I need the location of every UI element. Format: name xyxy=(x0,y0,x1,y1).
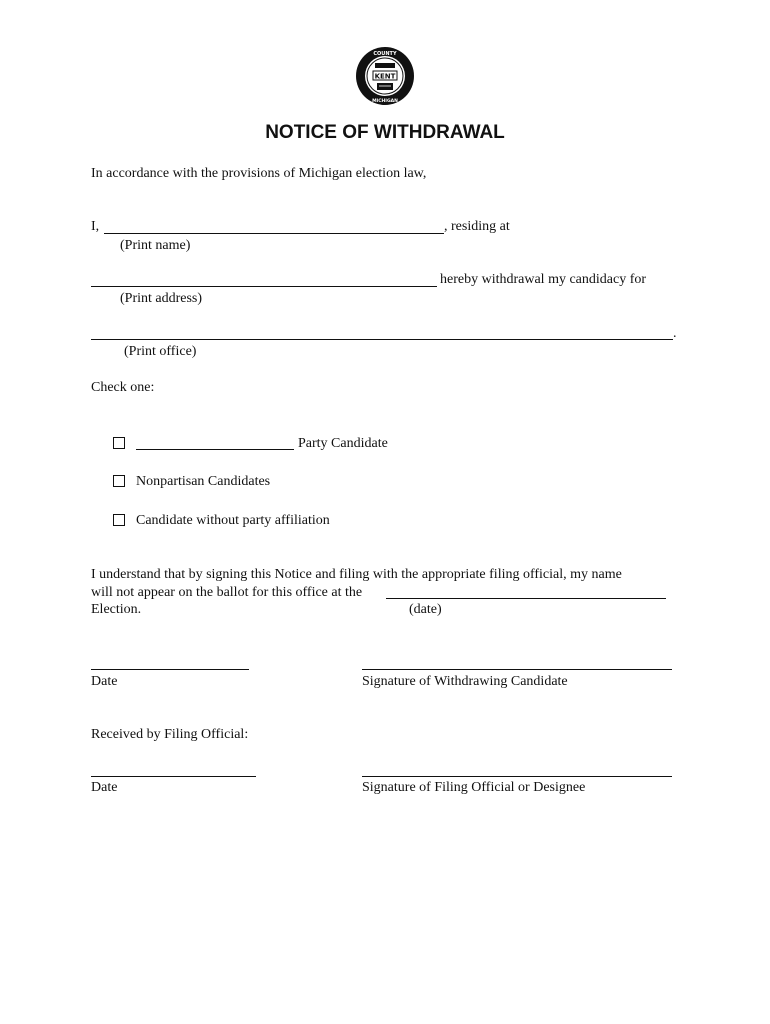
official-signature-line[interactable] xyxy=(362,776,672,777)
intro-text: In accordance with the provisions of Michigan election law, xyxy=(91,166,427,181)
kent-county-seal xyxy=(355,46,415,106)
address-suffix: hereby withdrawal my candidacy for xyxy=(440,272,647,287)
official-date-label: Date xyxy=(91,780,118,795)
candidate-date-line[interactable] xyxy=(91,669,249,670)
party-candidate-checkbox[interactable] xyxy=(113,437,125,449)
print-office-caption: (Print office) xyxy=(124,344,197,359)
print-address-caption: (Print address) xyxy=(120,291,203,306)
page-title: NOTICE OF WITHDRAWAL xyxy=(265,122,505,143)
address-field-line[interactable] xyxy=(91,286,437,287)
name-field-line[interactable] xyxy=(104,233,444,234)
received-by-label: Received by Filing Official: xyxy=(91,727,249,742)
name-suffix: , residing at xyxy=(444,219,510,234)
name-prefix: I, xyxy=(91,219,100,234)
party-candidate-label: Party Candidate xyxy=(298,436,388,451)
svg-text:KENT: KENT xyxy=(374,72,396,81)
statement-line2: will not appear on the ballot for this office at the xyxy=(91,585,363,600)
print-name-caption: (Print name) xyxy=(120,238,191,253)
election-date-field-line[interactable] xyxy=(386,598,666,599)
check-one-label: Check one: xyxy=(91,380,155,395)
candidate-date-label: Date xyxy=(91,674,118,689)
svg-text:COUNTY: COUNTY xyxy=(373,51,397,57)
statement-line3: Election. xyxy=(91,602,142,617)
statement-line1: I understand that by signing this Notice and filing with the appropriate filing official, my name xyxy=(91,567,622,582)
nonpartisan-checkbox[interactable] xyxy=(113,475,125,487)
candidate-signature-label: Signature of Withdrawing Candidate xyxy=(362,674,568,689)
candidate-signature-line[interactable] xyxy=(362,669,672,670)
office-suffix: . xyxy=(673,326,677,341)
nonpartisan-label: Nonpartisan Candidates xyxy=(136,474,271,489)
svg-text:MICHIGAN: MICHIGAN xyxy=(372,99,398,104)
official-signature-label: Signature of Filing Official or Designee xyxy=(362,780,586,795)
date-caption: (date) xyxy=(409,602,442,617)
no-affiliation-label: Candidate without party affiliation xyxy=(136,513,330,528)
party-name-field-line[interactable] xyxy=(136,449,294,450)
official-date-line[interactable] xyxy=(91,776,256,777)
no-affiliation-checkbox[interactable] xyxy=(113,514,125,526)
office-field-line[interactable] xyxy=(91,339,673,340)
